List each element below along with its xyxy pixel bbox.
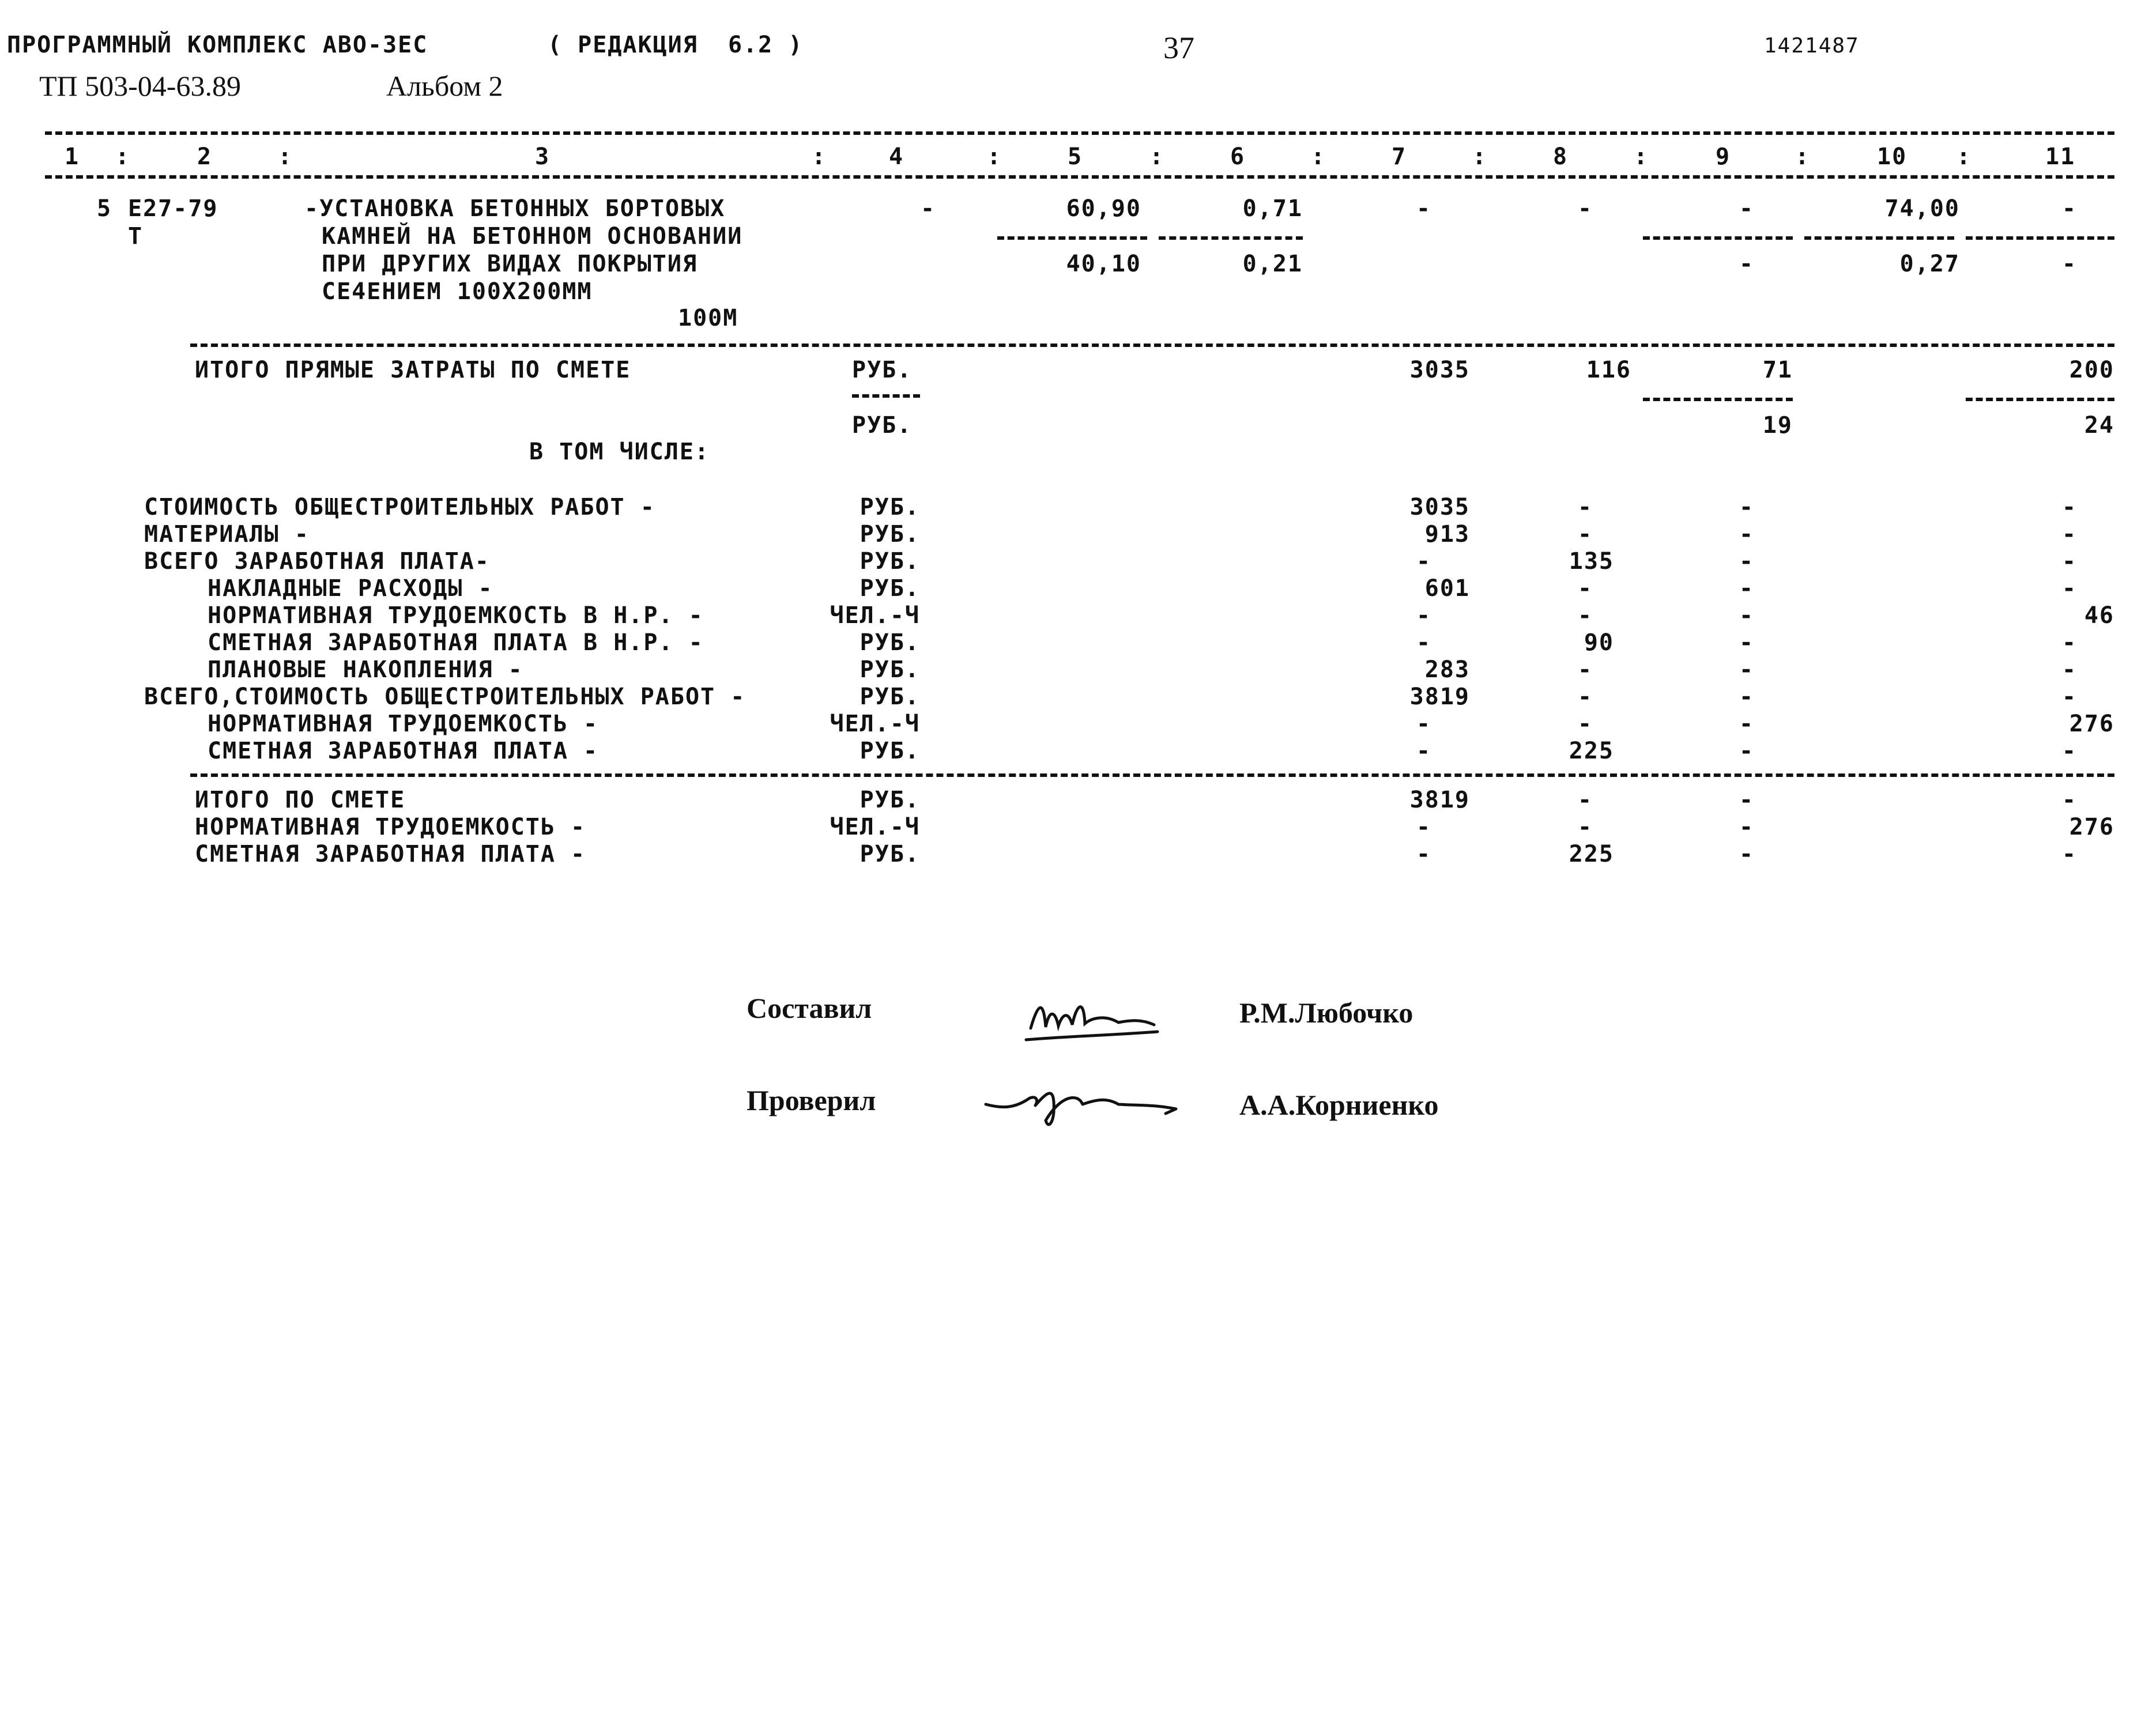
- breakdown-row-col9: -: [1739, 711, 1755, 737]
- breakdown-row-col9: -: [1739, 629, 1755, 656]
- breakdown-row-col11: -: [2061, 521, 2078, 548]
- item-desc-line-4: СЕ4ЕНИЕМ 100Х200ММ: [322, 278, 593, 305]
- totals-row-label: ИТОГО ПО СМЕТЕ: [195, 787, 406, 813]
- item-code-sub: Т: [128, 223, 144, 250]
- col10-divider: [1804, 236, 1954, 240]
- item-col9-top: -: [1739, 195, 1755, 222]
- breakdown-row-col11: -: [2061, 629, 2078, 656]
- breakdown-row-label: СМЕТНАЯ ЗАРАБОТНАЯ ПЛАТА В Н.Р. -: [208, 629, 704, 656]
- direct-col9-2: 19: [1762, 412, 1793, 439]
- breakdown-row-col8: -: [1577, 494, 1593, 520]
- direct-col11-divider: [1966, 398, 2114, 401]
- item-col8: -: [1577, 195, 1593, 222]
- breakdown-row-col11: -: [2061, 548, 2078, 575]
- item-code: Е27-79: [128, 195, 218, 222]
- breakdown-row-col9: -: [1739, 494, 1755, 520]
- column-number-9: 9: [1716, 144, 1731, 170]
- compiled-by-name: Р.М.Любочко: [1239, 997, 1413, 1029]
- edition-label: ( РЕДАКЦИЯ 6.2 ): [548, 32, 804, 58]
- compiled-by-label: Составил: [747, 992, 872, 1024]
- totals-row-col7: 3819: [1409, 787, 1470, 813]
- breakdown-row-col7: -: [1416, 711, 1432, 737]
- breakdown-row-col9: -: [1739, 575, 1755, 602]
- breakdown-row-col8: 90: [1584, 629, 1614, 656]
- direct-col7: 3035: [1409, 357, 1470, 383]
- breakdown-row-label: НОРМАТИВНАЯ ТРУДОЕМКОСТЬ -: [208, 711, 599, 737]
- direct-col9: 71: [1762, 357, 1793, 383]
- totals-row-col9: -: [1739, 841, 1755, 867]
- breakdown-row-col9: -: [1739, 602, 1755, 629]
- column-separator: :: [987, 144, 1002, 170]
- breakdown-row-col7: -: [1416, 548, 1432, 575]
- breakdown-row-label: СМЕТНАЯ ЗАРАБОТНАЯ ПЛАТА -: [208, 738, 599, 764]
- breakdown-row-unit: РУБ.: [859, 494, 920, 520]
- column-number-4: 4: [889, 144, 904, 170]
- breakdown-row-col7: 3819: [1409, 684, 1470, 710]
- item-col4: -: [920, 195, 936, 222]
- breakdown-row-col8: -: [1577, 575, 1593, 602]
- column-number-8: 8: [1553, 144, 1569, 170]
- item-col9-bottom: -: [1739, 251, 1755, 277]
- column-number-11: 11: [2045, 144, 2076, 170]
- direct-col11: 200: [2069, 357, 2114, 383]
- direct-col11-2: 24: [2084, 412, 2114, 439]
- item-col5-bottom: 40,10: [1066, 251, 1141, 277]
- direct-costs-unit-2: РУБ.: [852, 412, 913, 439]
- breakdown-row-unit: РУБ.: [859, 521, 920, 548]
- breakdown-row-col11: -: [2061, 738, 2078, 764]
- direct-costs-label: ИТОГО ПРЯМЫЕ ЗАТРАТЫ ПО СМЕТЕ: [195, 357, 631, 383]
- including-label: В ТОМ ЧИСЛЕ:: [529, 439, 710, 465]
- breakdown-row-label: МАТЕРИАЛЫ -: [144, 521, 310, 548]
- breakdown-row-col11: -: [2061, 656, 2078, 683]
- breakdown-row-label: ВСЕГО,СТОИМОСТЬ ОБЩЕСТРОИТЕЛЬНЫХ РАБОТ -: [144, 684, 746, 710]
- breakdown-row-col7: 913: [1424, 521, 1470, 548]
- breakdown-row-col7: 601: [1424, 575, 1470, 602]
- totals-row-label: СМЕТНАЯ ЗАРАБОТНАЯ ПЛАТА -: [195, 841, 586, 867]
- compiled-signature: [1020, 987, 1170, 1050]
- breakdown-row-col7: 283: [1424, 656, 1470, 683]
- column-separator: :: [1311, 144, 1326, 170]
- totals-row-col11: -: [2061, 841, 2078, 867]
- column-separator: :: [1472, 144, 1488, 170]
- item-desc-line-1: -УСТАНОВКА БЕТОННЫХ БОРТОВЫХ: [304, 195, 726, 222]
- breakdown-row-unit: ЧЕЛ.-Ч: [830, 711, 920, 737]
- totals-row-unit: РУБ.: [859, 841, 920, 867]
- column-separator: :: [1795, 144, 1811, 170]
- header-bottom-rule: [45, 175, 2114, 179]
- item-desc-line-3: ПРИ ДРУГИХ ВИДАХ ПОКРЫТИЯ: [322, 251, 698, 277]
- breakdown-row-label: ПЛАНОВЫЕ НАКОПЛЕНИЯ -: [208, 656, 523, 683]
- breakdown-row-unit: РУБ.: [859, 629, 920, 656]
- totals-row-unit: РУБ.: [859, 787, 920, 813]
- unit-divider: [852, 394, 920, 398]
- breakdown-row-col7: -: [1416, 629, 1432, 656]
- col11-divider: [1966, 236, 2114, 240]
- totals-row-col7: -: [1416, 841, 1432, 867]
- album-label: Альбом 2: [386, 70, 503, 102]
- item-col6-bottom: 0,21: [1242, 251, 1303, 277]
- item-col7: -: [1416, 195, 1432, 222]
- breakdown-row-col8: -: [1577, 684, 1593, 710]
- column-separator: :: [812, 144, 827, 170]
- column-number-6: 6: [1230, 144, 1246, 170]
- breakdown-row-col9: -: [1739, 656, 1755, 683]
- header-top-rule: [45, 131, 2114, 135]
- column-separator: :: [1956, 144, 1972, 170]
- breakdown-row-col9: -: [1739, 521, 1755, 548]
- column-number-3: 3: [535, 144, 551, 170]
- breakdown-row-col11: -: [2061, 575, 2078, 602]
- breakdown-row-label: СТОИМОСТЬ ОБЩЕСТРОИТЕЛЬНЫХ РАБОТ -: [144, 494, 655, 520]
- item-col6-top: 0,71: [1242, 195, 1303, 222]
- breakdown-row-col11: -: [2061, 684, 2078, 710]
- totals-row-unit: ЧЕЛ.-Ч: [830, 814, 920, 840]
- item-unit: 100М: [678, 305, 738, 331]
- totals-row-col8: -: [1577, 814, 1593, 840]
- totals-row-col8: 225: [1569, 841, 1614, 867]
- totals-row-label: НОРМАТИВНАЯ ТРУДОЕМКОСТЬ -: [195, 814, 586, 840]
- col6-divider: [1159, 236, 1303, 240]
- item-col11-top: -: [2061, 195, 2078, 222]
- document-code: 1421487: [1764, 34, 1860, 58]
- column-separator: :: [278, 144, 293, 170]
- breakdown-row-col11: 276: [2069, 711, 2114, 737]
- totals-row-col9: -: [1739, 814, 1755, 840]
- column-separator: :: [115, 144, 131, 170]
- checked-by-name: А.А.Корниенко: [1239, 1089, 1439, 1121]
- breakdown-row-label: НОРМАТИВНАЯ ТРУДОЕМКОСТЬ В Н.Р. -: [208, 602, 704, 629]
- column-number-1: 1: [65, 144, 80, 170]
- breakdown-row-col8: 225: [1569, 738, 1614, 764]
- column-separator: :: [1149, 144, 1165, 170]
- totals-row-col8: -: [1577, 787, 1593, 813]
- column-number-7: 7: [1392, 144, 1407, 170]
- totals-row-col11: 276: [2069, 814, 2114, 840]
- direct-col9-divider: [1643, 398, 1793, 401]
- breakdown-row-col8: 135: [1569, 548, 1614, 575]
- totals-top-rule: [190, 773, 2114, 777]
- column-number-2: 2: [197, 144, 213, 170]
- totals-row-col9: -: [1739, 787, 1755, 813]
- col9-divider: [1643, 236, 1793, 240]
- column-separator: :: [1634, 144, 1649, 170]
- breakdown-row-col8: -: [1577, 656, 1593, 683]
- page-number: 37: [1163, 31, 1194, 65]
- column-number-10: 10: [1877, 144, 1907, 170]
- breakdown-row-unit: РУБ.: [859, 738, 920, 764]
- breakdown-row-unit: ЧЕЛ.-Ч: [830, 602, 920, 629]
- item-desc-line-2: КАМНЕЙ НА БЕТОННОМ ОСНОВАНИИ: [322, 223, 743, 250]
- breakdown-row-col9: -: [1739, 738, 1755, 764]
- breakdown-row-label: ВСЕГО ЗАРАБОТНАЯ ПЛАТА-: [144, 548, 490, 575]
- program-title: ПРОГРАММНЫЙ КОМПЛЕКС АВО-ЗЕС: [7, 32, 428, 58]
- checked-signature: [980, 1072, 1182, 1135]
- item-col10-bottom: 0,27: [1899, 251, 1960, 277]
- totals-row-col11: -: [2061, 787, 2078, 813]
- item-col11-bottom: -: [2061, 251, 2078, 277]
- direct-top-rule: [190, 344, 2114, 347]
- direct-col8: 116: [1586, 357, 1631, 383]
- breakdown-row-col8: -: [1577, 602, 1593, 629]
- breakdown-row-col7: -: [1416, 738, 1432, 764]
- direct-costs-unit: РУБ.: [852, 357, 913, 383]
- breakdown-row-col11: -: [2061, 494, 2078, 520]
- column-number-5: 5: [1068, 144, 1083, 170]
- breakdown-row-col8: -: [1577, 521, 1593, 548]
- item-col10-top: 74,00: [1884, 195, 1960, 222]
- item-number: 5: [97, 195, 112, 222]
- totals-row-col7: -: [1416, 814, 1432, 840]
- item-col5-top: 60,90: [1066, 195, 1141, 222]
- col5-divider: [997, 236, 1147, 240]
- tp-number: ТП 503-04-63.89: [39, 70, 241, 102]
- breakdown-row-unit: РУБ.: [859, 684, 920, 710]
- breakdown-row-col7: 3035: [1409, 494, 1470, 520]
- breakdown-row-col8: -: [1577, 711, 1593, 737]
- breakdown-row-label: НАКЛАДНЫЕ РАСХОДЫ -: [208, 575, 493, 602]
- breakdown-row-col9: -: [1739, 548, 1755, 575]
- breakdown-row-unit: РУБ.: [859, 575, 920, 602]
- breakdown-row-unit: РУБ.: [859, 656, 920, 683]
- breakdown-row-unit: РУБ.: [859, 548, 920, 575]
- breakdown-row-col7: -: [1416, 602, 1432, 629]
- checked-by-label: Проверил: [747, 1084, 876, 1116]
- breakdown-row-col9: -: [1739, 684, 1755, 710]
- breakdown-row-col11: 46: [2084, 602, 2114, 629]
